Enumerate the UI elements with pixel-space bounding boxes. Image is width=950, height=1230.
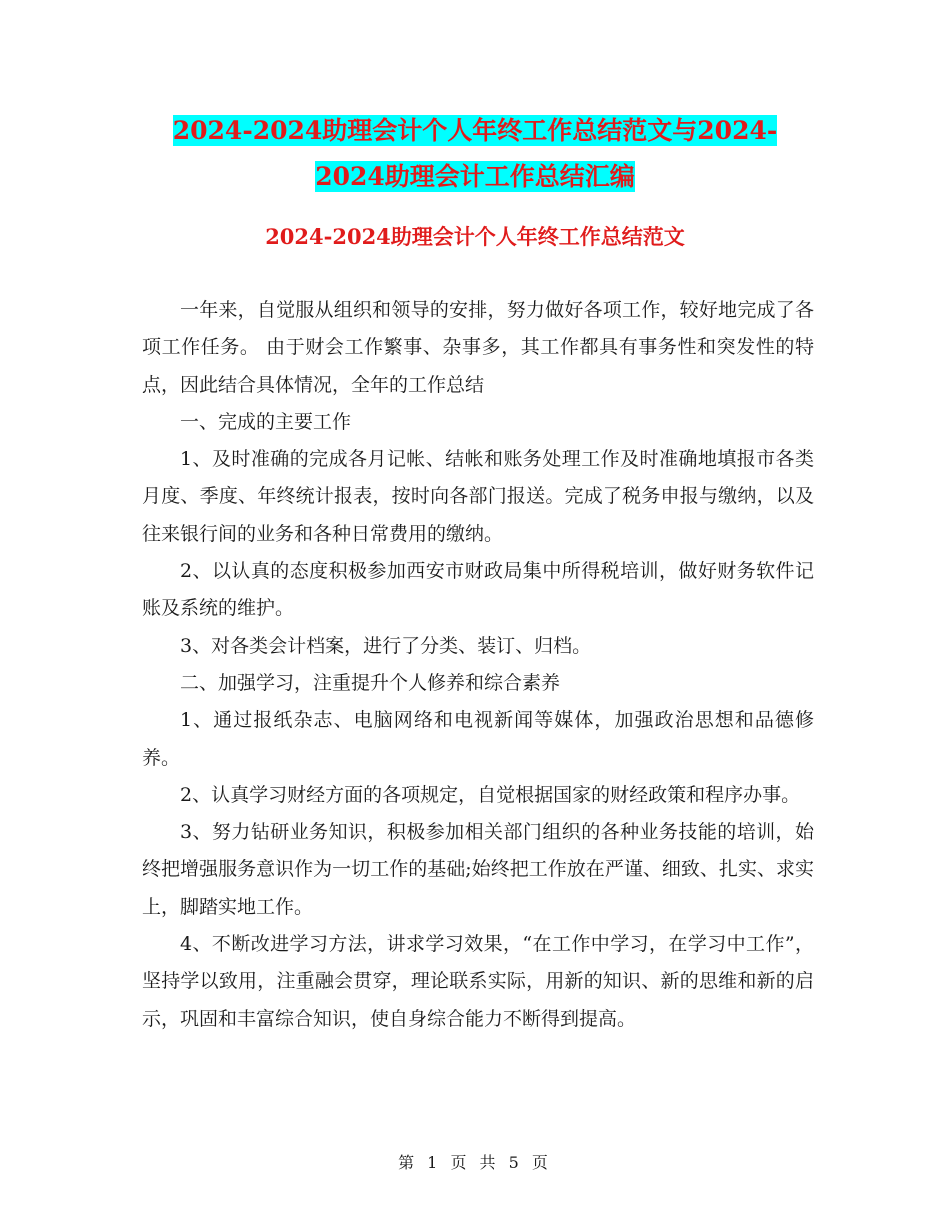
document-body (142, 292, 814, 1038)
paragraph: 4、不断改进学习方法，讲求学习效果，“在工作中学习，在学习中工作”，坚持学以致用，注重融会贯穿，理论联系实际，用新的知识、新的思维和新的启示，巩固和丰富综合知识，使自身综合能力不断得到提高。 (142, 933, 814, 1030)
section-title: 2024-2024助理会计个人年终工作总结范文 (265, 224, 685, 249)
paragraph: 1、通过报纸杂志、电脑网络和电视新闻等媒体，加强政治思想和品德修养。 (142, 709, 814, 769)
paragraph: 3、努力钻研业务知识，积极参加相关部门组织的各种业务技能的培训，始终把增强服务意识作为一切工作的基础;始终把工作放在严谨、细致、扎实、求实上，脚踏实地工作。 (142, 821, 814, 918)
paragraph: 3、对各类会计档案，进行了分类、装订、归档。 (180, 634, 592, 657)
paragraph: 一、完成的主要工作 (180, 410, 352, 433)
document-title-line1: 2024-2024助理会计个人年终工作总结范文与2024- (172, 116, 778, 145)
document-title (0, 108, 950, 200)
document-title-line2: 2024助理会计工作总结汇编 (315, 162, 635, 191)
paragraph: 2、以认真的态度积极参加西安市财政局集中所得税培训，做好财务软件记账及系统的维护。 (142, 560, 814, 620)
paragraph: 一年来，自觉服从组织和领导的安排，努力做好各项工作，较好地完成了各项工作任务。 由于财会工作繁事、杂事多，其工作都具有事务性和突发性的特点，因此结合具体情况，全年的工作总结 (142, 299, 814, 396)
page-indicator: 第 1 页 共 5 页 (398, 1153, 552, 1172)
paragraph: 2、认真学习财经方面的各项规定，自觉根据国家的财经政策和程序办事。 (180, 783, 801, 806)
paragraph: 1、及时准确的完成各月记帐、结帐和账务处理工作及时准确地填报市各类月度、季度、年终统计报表，按时向各部门报送。完成了税务申报与缴纳，以及往来银行间的业务和各种日常费用的缴纳。 (142, 448, 814, 545)
paragraph: 二、加强学习，注重提升个人修养和综合素养 (180, 671, 561, 694)
